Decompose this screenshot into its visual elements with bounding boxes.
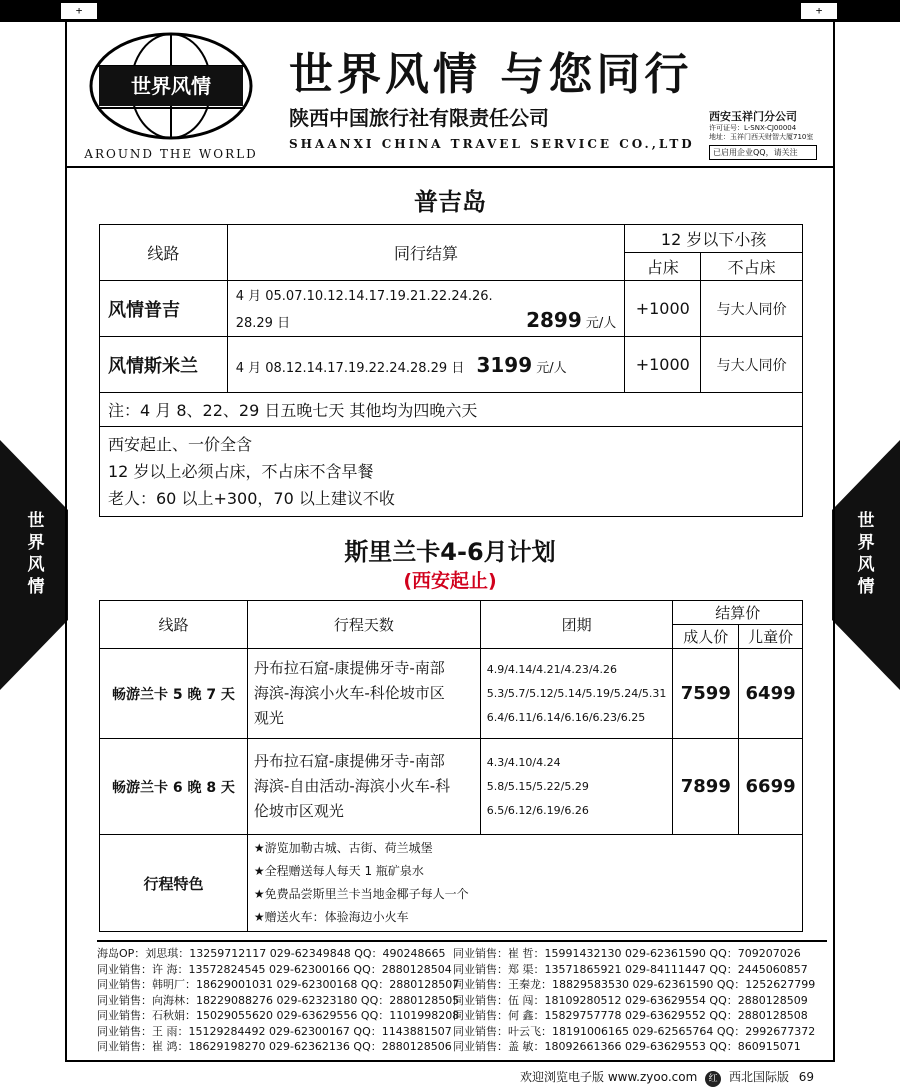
side-char: 风 — [27, 555, 45, 575]
table-row — [100, 739, 803, 835]
contact-line: 同业销售：崔 哲：15991432130 029-62361590 QQ：709207026 — [453, 947, 801, 960]
side-char: 情 — [27, 577, 45, 597]
features-label: 行程特色 — [100, 835, 248, 932]
dates-line: 28.29 日 — [235, 316, 291, 331]
contact-line: 同业销售：许 海：13572824545 029-62300166 QQ：2880128504 — [97, 962, 452, 976]
branch-address: 地址：玉祥门西天财智大厦710室 — [709, 133, 814, 141]
page-footer — [520, 1068, 814, 1087]
itinerary-line: 伦坡市区观光 — [253, 802, 344, 820]
header-settle: 同行结算 — [227, 225, 625, 281]
dates-line: 5.3/5.7/5.12/5.14/5.19/5.24/5.31 — [486, 686, 667, 700]
srilanka-subtitle: (西安起止) — [403, 570, 497, 592]
header-child: 儿童价 — [739, 625, 803, 649]
header-days: 行程天数 — [247, 601, 480, 649]
phuket-table — [99, 224, 803, 517]
info-line: 老人：60 以上+300，70 以上建议不收 — [108, 489, 395, 508]
itinerary-cell — [247, 649, 480, 739]
logo — [81, 30, 261, 161]
header-adult: 成人价 — [673, 625, 739, 649]
header-child: 12 岁以下小孩 — [625, 225, 803, 253]
side-char: 世 — [27, 511, 45, 531]
contact-line: 同业销售：何 鑫：15829757778 029-63629552 QQ：2880128508 — [453, 1009, 808, 1022]
header-route: 线路 — [100, 601, 248, 649]
route-name: 风情斯米兰 — [100, 337, 228, 393]
table-row — [100, 649, 803, 739]
nobed-price: 与大人同价 — [701, 281, 803, 337]
contact-line: 同业销售：叶云飞：18191006165 029-62565764 QQ：2992677372 — [453, 1024, 816, 1038]
company-name-en: SHAANXI CHINA TRAVEL SERVICE CO.,LTD — [289, 137, 695, 151]
side-char: 世 — [857, 511, 875, 531]
itinerary-line: 海滨-自由活动-海滨小火车-科 — [253, 777, 451, 795]
srilanka-title: 斯里兰卡4-6月计划 — [344, 538, 556, 566]
contact-line: 同业销售：韩明厂：18629001031 029-62300168 QQ：2880128507 — [97, 978, 460, 991]
dates-cell — [227, 281, 625, 337]
route-name: 风情普吉 — [100, 281, 228, 337]
branch-name: 西安玉祥门分公司 — [709, 110, 797, 123]
itinerary-line: 观光 — [253, 709, 284, 727]
header-dates: 团期 — [480, 601, 673, 649]
bed-price: +1000 — [625, 337, 701, 393]
dates-cell — [480, 649, 673, 739]
contact-line: 同业销售：伍 闯：18109280512 029-63629554 QQ：2880128509 — [453, 993, 808, 1007]
dates-line: 4 月 05.07.10.12.14.17.19.21.22.24.26. — [235, 289, 493, 304]
branch-qq-note: 已启用企业QQ，请关注 — [709, 145, 817, 160]
dates-cell — [480, 739, 673, 835]
info-line: 西安起止、一价全含 — [108, 435, 253, 454]
footer-edition: 西北国际版 — [728, 1070, 789, 1084]
dates-line: 4.9/4.14/4.21/4.23/4.26 — [486, 662, 618, 676]
price: 2899 — [526, 308, 582, 332]
dates-line: 5.8/5.15/5.22/5.29 — [486, 779, 589, 793]
side-tab-right — [832, 440, 900, 690]
info-line: 12 岁以上必须占床，不占床不含早餐 — [108, 462, 374, 481]
contact-line: 同业销售：王秦龙：18829583530 029-62361590 QQ：1252627799 — [453, 978, 816, 991]
feature-item: ★游览加勒古城、古街、荷兰城堡 — [253, 841, 433, 855]
price-unit: 元/人 — [536, 360, 567, 376]
side-tab-left — [0, 440, 68, 690]
price-unit: 元/人 — [585, 316, 617, 331]
contact-line: 同业销售：崔 鸿：18629198270 029-62362136 QQ：2880128506 — [97, 1040, 452, 1053]
child-price: 6499 — [739, 649, 803, 739]
contacts-right — [453, 946, 815, 1055]
company-name: 陕西中国旅行社有限责任公司 — [289, 106, 549, 130]
feature-item: ★赠送火车：体验海边小火车 — [253, 910, 409, 924]
page-number: 69 — [798, 1070, 815, 1084]
adult-price: 7899 — [673, 739, 739, 835]
dates-line: 4 月 08.12.14.17.19.22.24.28.29 日 — [235, 360, 465, 376]
contacts-left — [97, 946, 459, 1055]
header-route: 线路 — [100, 225, 228, 281]
itinerary-cell — [247, 739, 480, 835]
table-row — [100, 337, 803, 393]
feature-item: ★免费品尝斯里兰卡当地金椰子每人一个 — [253, 887, 469, 901]
slogan: 世界风情 与您同行 — [289, 49, 693, 100]
top-bar — [0, 0, 900, 22]
bed-price: +1000 — [625, 281, 701, 337]
table-row — [100, 281, 803, 337]
contact-line: 同业销售：向海林：18229088276 029-62323180 QQ：2880128505 — [97, 993, 460, 1007]
srilanka-table — [99, 600, 803, 932]
logo-tagline: AROUND THE WORLD — [84, 147, 258, 161]
contact-line: 同业销售：王 雨：15129284492 029-62300167 QQ：1143881507 — [97, 1024, 452, 1038]
registration-mark-right: + — [800, 2, 838, 20]
seal-icon: 红 — [705, 1071, 721, 1087]
contact-line: 同业销售：盖 敏：18092661366 029-63629553 QQ：860915071 — [453, 1040, 801, 1053]
registration-mark-left: + — [60, 2, 98, 20]
dates-cell — [227, 337, 625, 393]
phuket-info — [100, 427, 803, 517]
header — [67, 22, 833, 168]
header-price: 结算价 — [673, 601, 803, 625]
feature-item: ★全程赠送每人每天 1 瓶矿泉水 — [253, 864, 424, 878]
itinerary-line: 海滨-海滨小火车-科伦坡市区 — [253, 684, 445, 702]
dates-line: 6.4/6.11/6.14/6.16/6.23/6.25 — [486, 710, 646, 724]
contacts — [97, 940, 827, 1053]
nobed-price: 与大人同价 — [701, 337, 803, 393]
route-name: 畅游兰卡 6 晚 8 天 — [100, 739, 248, 835]
contact-line: 同业销售：郑 渠：13571865921 029-84111447 QQ：2445060857 — [453, 962, 808, 976]
side-char: 界 — [27, 533, 45, 553]
phuket-title: 普吉岛 — [414, 188, 486, 216]
side-char: 风 — [857, 555, 875, 575]
adult-price: 7599 — [673, 649, 739, 739]
header-nobed: 不占床 — [701, 253, 803, 281]
route-name: 畅游兰卡 5 晚 7 天 — [100, 649, 248, 739]
side-char: 情 — [857, 577, 875, 597]
logo-text: 世界风情 — [131, 74, 211, 98]
page-frame — [65, 22, 835, 1062]
itinerary-line: 丹布拉石窟-康提佛牙寺-南部 — [253, 752, 445, 770]
header-bed: 占床 — [625, 253, 701, 281]
dates-line: 6.5/6.12/6.19/6.26 — [486, 803, 589, 817]
itinerary-line: 丹布拉石窟-康提佛牙寺-南部 — [253, 659, 445, 677]
footer-text: 欢迎浏览电子版 www.zyoo.com — [520, 1070, 698, 1084]
price: 3199 — [476, 352, 533, 377]
contact-line: 海岛OP：刘思琪：13259712117 029-62349848 QQ：490248665 — [97, 947, 446, 960]
child-price: 6699 — [739, 739, 803, 835]
features-cell — [247, 835, 802, 932]
contact-line: 同业销售：石秋娟：15029055620 029-63629556 QQ：1101998208 — [97, 1009, 460, 1022]
phuket-note: 注：4 月 8、22、29 日五晚七天 其他均为四晚六天 — [100, 393, 803, 427]
dates-line: 4.3/4.10/4.24 — [486, 755, 561, 769]
side-char: 界 — [857, 533, 875, 553]
branch-info — [709, 108, 829, 160]
branch-license: 许可证号：L-SNX-CJ00004 — [709, 124, 797, 132]
